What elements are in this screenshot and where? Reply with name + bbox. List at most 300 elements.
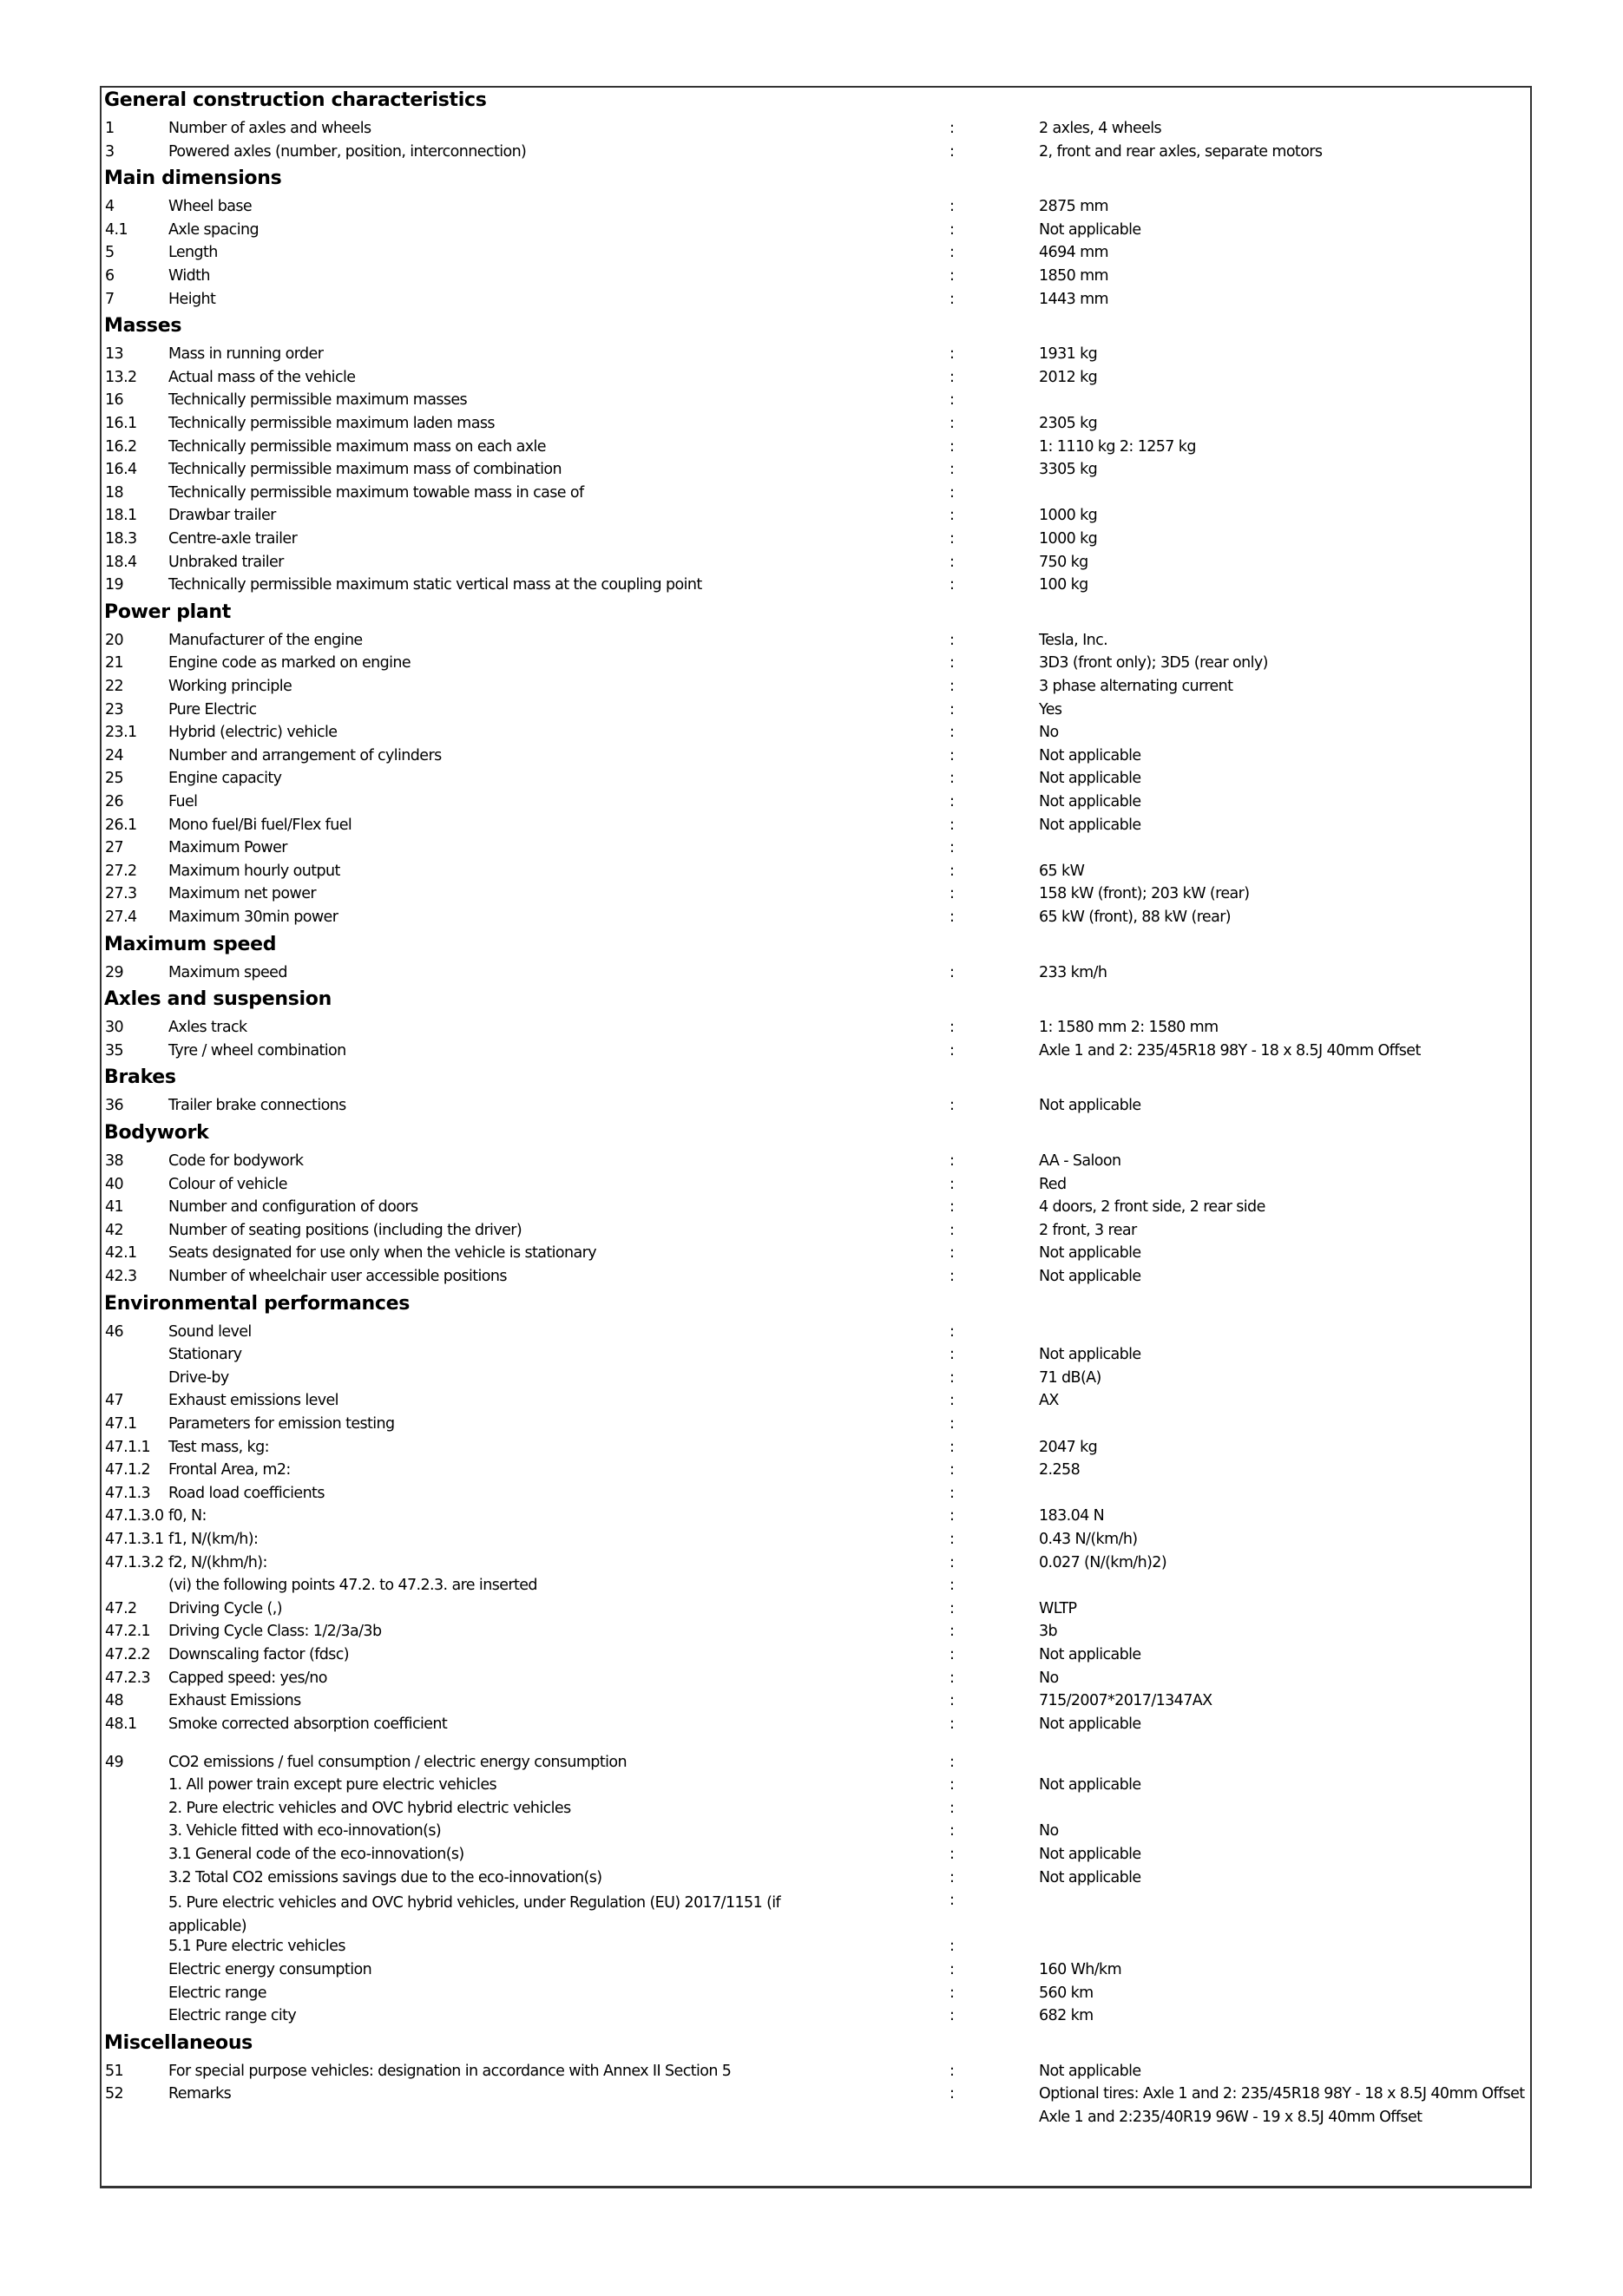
separator-colon: : (949, 1097, 955, 1115)
separator-colon: : (949, 244, 955, 262)
item-number: 18.1 (105, 507, 137, 525)
item-label: Tyre / wheel combination (168, 1041, 346, 1059)
item-label: Trailer brake connections (168, 1097, 346, 1115)
item-number: 48 (105, 1692, 124, 1710)
separator-colon: : (949, 1221, 955, 1239)
separator-colon: : (949, 1392, 955, 1410)
spec-row (102, 1244, 1530, 1267)
item-value: 2 front, 3 rear (1039, 1221, 1137, 1239)
separator-colon: : (949, 1152, 955, 1170)
item-label: Engine capacity (168, 770, 282, 788)
item-value: No (1039, 1822, 1059, 1840)
spec-row (102, 1692, 1530, 1715)
spec-row (102, 701, 1530, 724)
spec-row (102, 1392, 1530, 1414)
separator-colon: : (949, 290, 955, 308)
spec-row (102, 221, 1530, 244)
item-number: 23 (105, 700, 124, 718)
item-value: AX (1039, 1392, 1059, 1410)
section-title: Miscellaneous (104, 2031, 253, 2054)
separator-colon: : (949, 391, 955, 410)
separator-colon: : (949, 1553, 955, 1571)
item-number: 27.4 (105, 909, 137, 926)
separator-colon: : (949, 415, 955, 432)
item-label: Wheel base (168, 198, 253, 216)
spec-row (102, 1800, 1530, 1822)
item-value: 2.258 (1039, 1461, 1081, 1479)
item-number: 13.2 (105, 368, 137, 386)
item-number: 16 (105, 391, 124, 410)
item-number: 47.2.2 (105, 1646, 151, 1663)
item-value: 4694 mm (1039, 244, 1108, 262)
spec-row (102, 1485, 1530, 1507)
item-label: Maximum Power (168, 839, 287, 857)
spec-row (102, 885, 1530, 908)
separator-colon: : (949, 198, 955, 216)
spec-row (102, 198, 1530, 220)
spec-row (102, 1222, 1530, 1244)
item-label: 3.1 General code of the eco-innovation(s) (168, 1846, 464, 1864)
spec-row (102, 793, 1530, 816)
separator-colon: : (949, 1599, 955, 1617)
spec-row (102, 438, 1530, 461)
separator-colon: : (949, 1799, 955, 1817)
item-value: 71 dB(A) (1039, 1368, 1101, 1387)
item-number: 21 (105, 654, 124, 672)
spec-row (102, 1019, 1530, 1041)
item-value: 3b (1039, 1623, 1058, 1641)
separator-colon: : (949, 678, 955, 695)
separator-colon: : (949, 1846, 955, 1864)
item-label: Downscaling factor (fdsc) (168, 1646, 350, 1663)
separator-colon: : (949, 862, 955, 880)
item-label: Drive-by (168, 1368, 229, 1387)
item-number: 4 (105, 198, 115, 216)
item-number: 30 (105, 1019, 124, 1037)
item-number: 25 (105, 770, 124, 788)
separator-colon: : (949, 1531, 955, 1548)
spec-row (102, 1268, 1530, 1290)
spec-row (102, 461, 1530, 483)
item-label: Fuel (168, 793, 198, 810)
item-label: Number of seating positions (including the driver) (168, 1221, 522, 1239)
separator-colon: : (949, 1938, 955, 1956)
item-label: Axles track (168, 1019, 247, 1037)
item-label: Seats designated for use only when the vehicle is stationary (168, 1244, 596, 1263)
item-label: Number and arrangement of cylinders (168, 746, 442, 764)
item-value: 682 km (1039, 2007, 1094, 2025)
separator-colon: : (949, 483, 955, 502)
separator-colon: : (949, 1244, 955, 1263)
separator-colon: : (949, 461, 955, 479)
spec-row (102, 1623, 1530, 1645)
section-title: Main dimensions (104, 167, 282, 190)
item-number: 18.3 (105, 530, 137, 548)
item-label: Mass in running order (168, 345, 324, 364)
item-value: Not applicable (1039, 816, 1141, 834)
separator-colon: : (949, 2007, 955, 2025)
spec-row (102, 1198, 1530, 1221)
spec-row (102, 2085, 1530, 2108)
spec-row (102, 1961, 1530, 1984)
item-number: 26 (105, 793, 124, 810)
spec-row (102, 1754, 1530, 1776)
item-value: Not applicable (1039, 1346, 1141, 1364)
item-label: Exhaust Emissions (168, 1692, 301, 1710)
item-value: Not applicable (1039, 1646, 1141, 1663)
separator-colon: : (949, 1484, 955, 1502)
item-number: 52 (105, 2085, 124, 2103)
item-label: Driving Cycle (,) (168, 1599, 282, 1617)
separator-colon: : (949, 1753, 955, 1771)
item-value: 158 kW (front); 203 kW (rear) (1039, 885, 1250, 903)
item-value: 65 kW (front), 88 kW (rear) (1039, 909, 1232, 926)
item-number: 36 (105, 1097, 124, 1115)
item-number: 42 (105, 1221, 124, 1239)
spec-row (102, 267, 1530, 290)
item-value: 183.04 N (1039, 1507, 1105, 1525)
item-number: 47.2.3 (105, 1669, 151, 1687)
spec-row (102, 1577, 1530, 1599)
item-number: 49 (105, 1753, 124, 1771)
separator-colon: : (949, 345, 955, 364)
item-label: 3.2 Total CO2 emissions savings due to the eco-innovation(s) (168, 1868, 602, 1886)
separator-colon: : (949, 437, 955, 456)
spec-row (102, 1984, 1530, 2007)
spec-row (102, 724, 1530, 746)
separator-colon: : (949, 2062, 955, 2080)
spec-row (102, 1776, 1530, 1799)
spec-row (102, 1507, 1530, 1530)
item-label: Mono fuel/Bi fuel/Flex fuel (168, 816, 352, 834)
item-value: 3305 kg (1039, 461, 1098, 479)
item-label: CO2 emissions / fuel consumption / electric energy consumption (168, 1753, 627, 1771)
item-value: Not applicable (1039, 1244, 1141, 1263)
item-label: 3. Vehicle fitted with eco-innovation(s) (168, 1822, 442, 1840)
item-number: 22 (105, 678, 124, 695)
item-label: Engine code as marked on engine (168, 654, 411, 672)
spec-row (102, 415, 1530, 437)
item-label: f1, N/(km/h): (168, 1531, 259, 1548)
item-value: 2047 kg (1039, 1438, 1098, 1456)
item-number: 47.1.3 (105, 1484, 151, 1502)
separator-colon: : (949, 507, 955, 525)
spec-row (102, 143, 1530, 166)
item-value: 2 axles, 4 wheels (1039, 120, 1162, 137)
spec-row (102, 1097, 1530, 1119)
item-value: 715/2007*2017/1347AX (1039, 1692, 1212, 1710)
item-number: 23.1 (105, 724, 137, 742)
item-label: Technically permissible maximum static vertical mass at the coupling point (168, 576, 702, 594)
section-title: Environmental performances (104, 1292, 411, 1315)
item-number: 26.1 (105, 816, 137, 834)
item-value: WLTP (1039, 1599, 1077, 1617)
item-number: 18 (105, 483, 124, 502)
item-value: Red (1039, 1175, 1067, 1193)
separator-colon: : (949, 909, 955, 926)
item-value: No (1039, 724, 1059, 742)
spec-row (102, 554, 1530, 576)
item-label: Frontal Area, m2: (168, 1461, 291, 1479)
item-label: Road load coefficients (168, 1484, 325, 1502)
item-label: Pure Electric (168, 700, 257, 718)
item-label: Smoke corrected absorption coefficient (168, 1715, 448, 1733)
item-number: 3 (105, 142, 115, 161)
item-label: Code for bodywork (168, 1152, 304, 1170)
item-value: 2, front and rear axles, separate motors (1039, 142, 1323, 161)
spec-row (102, 863, 1530, 885)
item-label: Unbraked trailer (168, 553, 284, 571)
item-label: 2. Pure electric vehicles and OVC hybrid electric vehicles (168, 1799, 571, 1817)
spec-row (102, 1554, 1530, 1577)
item-number: 35 (105, 1041, 124, 1059)
item-label: Parameters for emission testing (168, 1415, 395, 1433)
separator-colon: : (949, 220, 955, 239)
item-number: 27.2 (105, 862, 137, 880)
item-value: 1: 1580 mm 2: 1580 mm (1039, 1019, 1219, 1037)
separator-colon: : (949, 530, 955, 548)
item-value: Not applicable (1039, 1776, 1141, 1794)
item-label: Maximum hourly output (168, 862, 340, 880)
item-label: Length (168, 244, 218, 262)
item-number: 47.2.1 (105, 1623, 151, 1641)
spec-row (102, 964, 1530, 987)
spec-row (102, 507, 1530, 529)
item-label: Height (168, 290, 216, 308)
spec-row (102, 2063, 1530, 2085)
separator-colon: : (949, 368, 955, 386)
separator-colon: : (949, 1984, 955, 2002)
item-label: 5.1 Pure electric vehicles (168, 1938, 345, 1956)
item-number: 13 (105, 345, 124, 364)
separator-colon: : (949, 1041, 955, 1059)
spec-row (102, 1152, 1530, 1175)
item-number: 1 (105, 120, 115, 137)
separator-colon: : (949, 1461, 955, 1479)
item-label: Actual mass of the vehicle (168, 368, 356, 386)
item-label: For special purpose vehicles: designation in accordance with Annex II Section 5 (168, 2062, 732, 2080)
item-value: 0.43 N/(km/h) (1039, 1531, 1138, 1548)
item-number: 47.2 (105, 1599, 137, 1617)
item-label: Manufacturer of the engine (168, 631, 363, 649)
spec-row (102, 632, 1530, 654)
item-value: 3 phase alternating current (1039, 678, 1233, 695)
item-label: 5. Pure electric vehicles and OVC hybrid vehicles, under Regulation (EU) 2017/1151 (if applicable) (168, 1894, 781, 1935)
spec-row (102, 839, 1530, 862)
spec-row (102, 244, 1530, 266)
item-value: 1931 kg (1039, 345, 1098, 364)
spec-row (102, 1600, 1530, 1623)
item-value: 2875 mm (1039, 198, 1108, 216)
spec-row (102, 369, 1530, 391)
item-number: 29 (105, 963, 124, 981)
item-number: 5 (105, 244, 115, 262)
item-number: 51 (105, 2062, 124, 2080)
spec-row (102, 1439, 1530, 1461)
separator-colon: : (949, 1198, 955, 1217)
separator-colon: : (949, 1961, 955, 1979)
spec-row (102, 1042, 1530, 1065)
item-value: 1443 mm (1039, 290, 1108, 308)
item-value: Not applicable (1039, 1715, 1141, 1733)
item-label: Technically permissible maximum masses (168, 391, 468, 410)
separator-colon: : (949, 576, 955, 594)
item-number: 41 (105, 1198, 124, 1217)
item-value: Axle 1 and 2: 235/45R18 98Y - 18 x 8.5J 40mm Offset (1039, 1041, 1421, 1059)
separator-colon: : (949, 1322, 955, 1341)
section-title: Axles and suspension (104, 988, 332, 1011)
section-title: Power plant (104, 600, 232, 623)
item-number: 16.1 (105, 415, 137, 432)
separator-colon: : (949, 1438, 955, 1456)
specification-table (100, 86, 1532, 2188)
spec-row (102, 770, 1530, 792)
item-number: 47.1.3.0 (105, 1507, 164, 1525)
item-number: 48.1 (105, 1715, 137, 1733)
item-value: 2305 kg (1039, 415, 1098, 432)
item-label: Maximum net power (168, 885, 316, 903)
item-number: 47.1 (105, 1415, 137, 1433)
separator-colon: : (949, 1507, 955, 1525)
item-number: 47.1.1 (105, 1438, 151, 1456)
item-label: Axle spacing (168, 220, 259, 239)
separator-colon: : (949, 142, 955, 161)
separator-colon: : (949, 700, 955, 718)
item-number: 38 (105, 1152, 124, 1170)
item-value: 233 km/h (1039, 963, 1107, 981)
spec-row (102, 817, 1530, 839)
item-label: Hybrid (electric) vehicle (168, 724, 338, 742)
item-value: Optional tires: Axle 1 and 2: 235/45R18 98Y - 18 x 8.5J 40mm Offset (1039, 2085, 1525, 2103)
item-value: 160 Wh/km (1039, 1961, 1122, 1979)
spec-row (102, 576, 1530, 599)
item-label: Technically permissible maximum towable mass in case of (168, 483, 584, 502)
spec-row (102, 1938, 1530, 1960)
item-number: 19 (105, 576, 124, 594)
item-label: Driving Cycle Class: 1/2/3a/3b (168, 1623, 382, 1641)
item-label: Test mass, kg: (168, 1438, 269, 1456)
spec-row (102, 1531, 1530, 1553)
spec-row (102, 1892, 1530, 1935)
separator-colon: : (949, 724, 955, 742)
item-label: Number of wheelchair user accessible positions (168, 1268, 507, 1285)
separator-colon: : (949, 654, 955, 672)
item-label: Stationary (168, 1346, 242, 1364)
spec-row (102, 291, 1530, 313)
item-value: Not applicable (1039, 1268, 1141, 1285)
item-label: Technically permissible maximum mass on each axle (168, 437, 546, 456)
separator-colon: : (949, 2085, 955, 2103)
item-number: 16.4 (105, 461, 137, 479)
item-label: Electric energy consumption (168, 1961, 372, 1979)
separator-colon: : (949, 1822, 955, 1840)
item-value: Not applicable (1039, 746, 1141, 764)
separator-colon: : (949, 1623, 955, 1641)
item-value: 1: 1110 kg 2: 1257 kg (1039, 437, 1196, 456)
item-label: Drawbar trailer (168, 507, 276, 525)
separator-colon: : (949, 120, 955, 137)
item-number: 18.4 (105, 553, 137, 571)
item-number: 6 (105, 267, 115, 285)
separator-colon: : (949, 1415, 955, 1433)
item-number: 4.1 (105, 220, 128, 239)
item-label: Electric range city (168, 2007, 297, 2025)
separator-colon: : (949, 770, 955, 788)
item-label: Number of axles and wheels (168, 120, 371, 137)
spec-row (102, 1869, 1530, 1892)
separator-colon: : (949, 963, 955, 981)
section-title: Brakes (104, 1066, 176, 1089)
spec-row (102, 120, 1530, 142)
separator-colon: : (949, 267, 955, 285)
item-number: 7 (105, 290, 115, 308)
item-number: 47.1.3.2 (105, 1553, 164, 1571)
separator-colon: : (949, 1892, 955, 1910)
spec-row (102, 2007, 1530, 2030)
separator-colon: : (949, 1669, 955, 1687)
spec-row (102, 1176, 1530, 1198)
item-label: Number and configuration of doors (168, 1198, 418, 1217)
separator-colon: : (949, 1577, 955, 1595)
item-value: Tesla, Inc. (1039, 631, 1108, 649)
item-value: Not applicable (1039, 2062, 1141, 2080)
spec-row (102, 1346, 1530, 1368)
item-label: Technically permissible maximum mass of combination (168, 461, 562, 479)
spec-row (102, 1822, 1530, 1845)
spec-row (102, 345, 1530, 368)
item-number: 42.3 (105, 1268, 137, 1285)
spec-row (102, 1846, 1530, 1868)
item-number: 47.1.2 (105, 1461, 151, 1479)
item-number: 24 (105, 746, 124, 764)
spec-row (102, 1461, 1530, 1484)
item-label: Capped speed: yes/no (168, 1669, 327, 1687)
section-title: Masses (104, 315, 182, 338)
item-value: 100 kg (1039, 576, 1088, 594)
item-value: 1000 kg (1039, 507, 1098, 525)
item-label: Width (168, 267, 210, 285)
spec-row (102, 654, 1530, 677)
item-number: 27 (105, 839, 124, 857)
item-number: 47.1.3.1 (105, 1531, 164, 1548)
spec-row (102, 1415, 1530, 1438)
item-label: f0, N: (168, 1507, 207, 1525)
separator-colon: : (949, 1646, 955, 1663)
item-value: 0.027 (N/(km/h)2) (1039, 1553, 1167, 1571)
separator-colon: : (949, 793, 955, 810)
item-label: Remarks (168, 2085, 232, 2103)
spec-row (102, 391, 1530, 414)
item-value: Not applicable (1039, 1846, 1141, 1864)
item-value: 750 kg (1039, 553, 1088, 571)
item-value: 3D3 (front only); 3D5 (rear only) (1039, 654, 1268, 672)
separator-colon: : (949, 1692, 955, 1710)
item-number: 16.2 (105, 437, 137, 456)
spec-row (102, 1369, 1530, 1392)
item-label: Working principle (168, 678, 292, 695)
separator-colon: : (949, 1268, 955, 1285)
item-value: 2012 kg (1039, 368, 1098, 386)
spec-row-continuation (102, 2109, 1530, 2131)
item-label: Sound level (168, 1322, 252, 1341)
item-value: 4 doors, 2 front side, 2 rear side (1039, 1198, 1265, 1217)
separator-colon: : (949, 553, 955, 571)
item-number: 46 (105, 1322, 124, 1341)
separator-colon: : (949, 839, 955, 857)
item-value: AA - Saloon (1039, 1152, 1121, 1170)
separator-colon: : (949, 1868, 955, 1886)
separator-colon: : (949, 631, 955, 649)
